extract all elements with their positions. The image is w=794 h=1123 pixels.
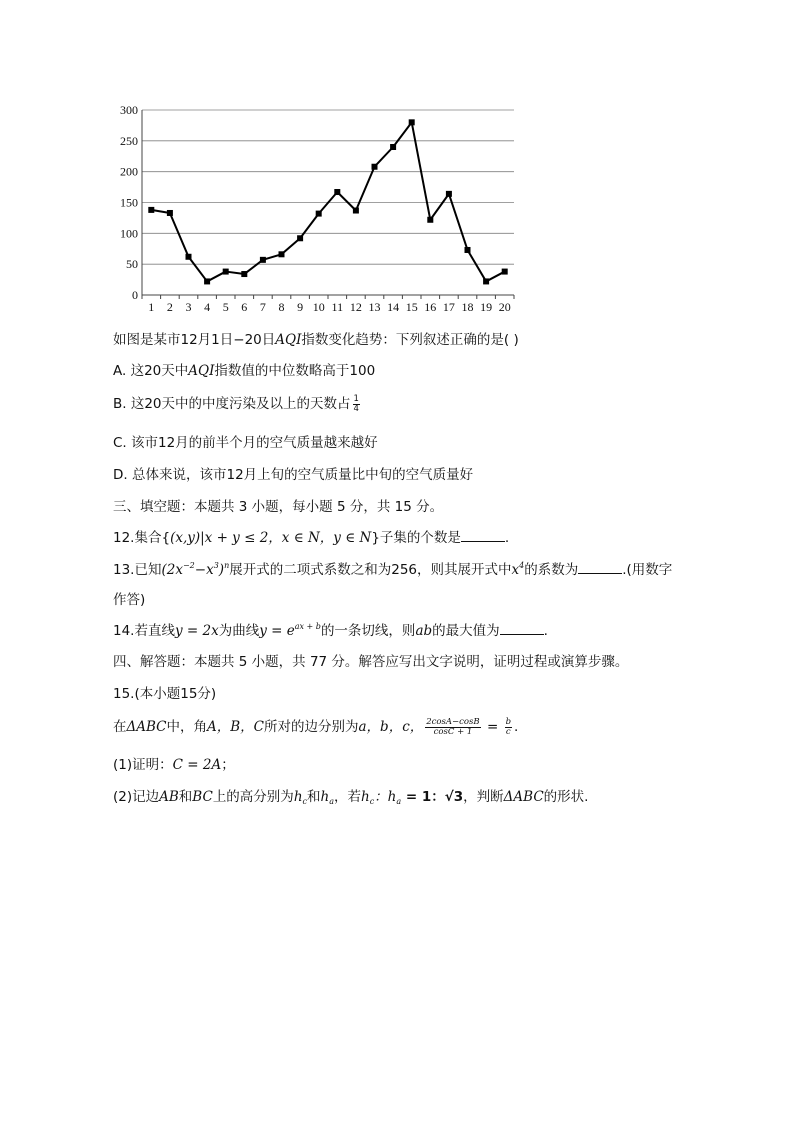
x-tick-label: 7 xyxy=(259,300,266,314)
x-tick-label: 13 xyxy=(368,300,381,314)
question-11-stem: 如图是某市12月1日−20日AQI指数变化趋势：下列叙述正确的是( ) xyxy=(113,332,519,348)
x-tick-label: 8 xyxy=(278,300,285,314)
x-tick-label: 18 xyxy=(461,300,474,314)
data-point xyxy=(279,251,285,257)
answer-blank xyxy=(578,561,622,574)
option-d: D. 总体来说，该市12月上旬的空气质量比中旬的空气质量好 xyxy=(113,467,474,483)
data-point xyxy=(334,189,340,195)
data-point xyxy=(167,210,173,216)
data-point xyxy=(483,278,489,284)
question-15-stem: 在ΔABC中，角A，B，C所对的边分别为a，b，c， $\frac{2\cos A-\cos B}{\cos C + 1}$ = $\frac{b}{c}$ . xyxy=(113,716,519,737)
x-tick-label: 17 xyxy=(442,300,455,314)
question-15-header: 15.(本小题15分) xyxy=(113,686,217,702)
question-13-cont: 作答) xyxy=(113,592,146,608)
data-point xyxy=(446,191,452,197)
option-b: B. 这20天中的中度污染及以上的天数占 $\frac{1}{4}$ xyxy=(113,393,359,414)
section-3-heading: 三、填空题：本题共 3 小题，每小题 5 分，共 15 分。 xyxy=(113,499,444,515)
data-point xyxy=(297,235,303,241)
x-tick-label: 16 xyxy=(424,300,437,314)
data-point xyxy=(316,211,322,217)
data-point xyxy=(390,144,396,150)
x-tick-label: 6 xyxy=(241,300,248,314)
question-13: 13.已知$(2x^{-2}-x^3)^n$展开式的二项式系数之和为256，则其展开式中$x^4$的系数为 .(用数字 xyxy=(113,561,673,578)
data-point xyxy=(204,278,210,284)
x-tick-label: 19 xyxy=(480,300,493,314)
x-tick-label: 14 xyxy=(387,300,400,314)
data-point xyxy=(353,208,359,214)
fraction-cos-ratio: $\frac{2\cos A-\cos B}{\cos C + 1}$ xyxy=(426,716,480,737)
x-tick-label: 5 xyxy=(222,300,229,314)
data-point xyxy=(372,164,378,170)
question-15-part-1: (1)证明：C = 2A； xyxy=(113,757,235,773)
fraction-b-over-c: $\frac{b}{c}$ xyxy=(505,716,512,737)
y-tick-label: 50 xyxy=(126,257,138,272)
data-point xyxy=(241,271,247,277)
x-tick-label: 15 xyxy=(405,300,418,314)
option-a: A. 这20天中AQI指数值的中位数略高于100 xyxy=(113,363,376,379)
y-tick-label: 0 xyxy=(132,288,138,302)
data-point xyxy=(148,207,154,213)
data-point xyxy=(427,217,433,223)
y-tick-label: 250 xyxy=(120,133,138,148)
data-point xyxy=(409,119,415,125)
x-tick-label: 3 xyxy=(185,300,192,314)
x-tick-label: 12 xyxy=(349,300,362,314)
series-line xyxy=(151,122,504,281)
data-point xyxy=(502,269,508,275)
data-point xyxy=(223,269,229,275)
question-14: 14.若直线y = 2x为曲线$y = e^{ax + b}$的一条切线，则ab的最大值为 . xyxy=(113,622,548,639)
answer-blank xyxy=(461,529,505,542)
x-tick-label: 10 xyxy=(312,300,325,314)
x-tick-label: 4 xyxy=(204,300,211,314)
y-tick-label: 300 xyxy=(120,103,138,117)
aqi-line-chart xyxy=(110,100,530,320)
x-tick-label: 1 xyxy=(148,300,155,314)
x-tick-label: 20 xyxy=(498,300,511,314)
data-point xyxy=(465,247,471,253)
data-point xyxy=(260,257,266,263)
data-point xyxy=(186,254,192,260)
x-tick-label: 11 xyxy=(331,300,344,314)
y-tick-label: 200 xyxy=(120,164,138,179)
answer-blank xyxy=(500,622,544,635)
y-tick-label: 100 xyxy=(120,226,138,241)
fraction-one-quarter: $\frac{1}{4}$ xyxy=(353,393,359,414)
y-tick-label: 150 xyxy=(120,195,138,210)
x-tick-label: 9 xyxy=(297,300,304,314)
question-15-part-2: (2)记边AB和BC上的高分别为$h_c$和$h_a$，若$h_c$：$h_a = 1$：√3，判断ΔABC的形状. xyxy=(113,789,589,806)
option-c: C. 该市12月的前半个月的空气质量越来越好 xyxy=(113,435,378,451)
section-4-heading: 四、解答题：本题共 5 小题，共 77 分。解答应写出文字说明，证明过程或演算步骤。 xyxy=(113,654,629,670)
question-12: 12.集合{(x,y)|x + y ≤ 2，x ∈ N，y ∈ N}子集的个数是 . xyxy=(113,530,510,546)
x-tick-label: 2 xyxy=(166,300,173,314)
